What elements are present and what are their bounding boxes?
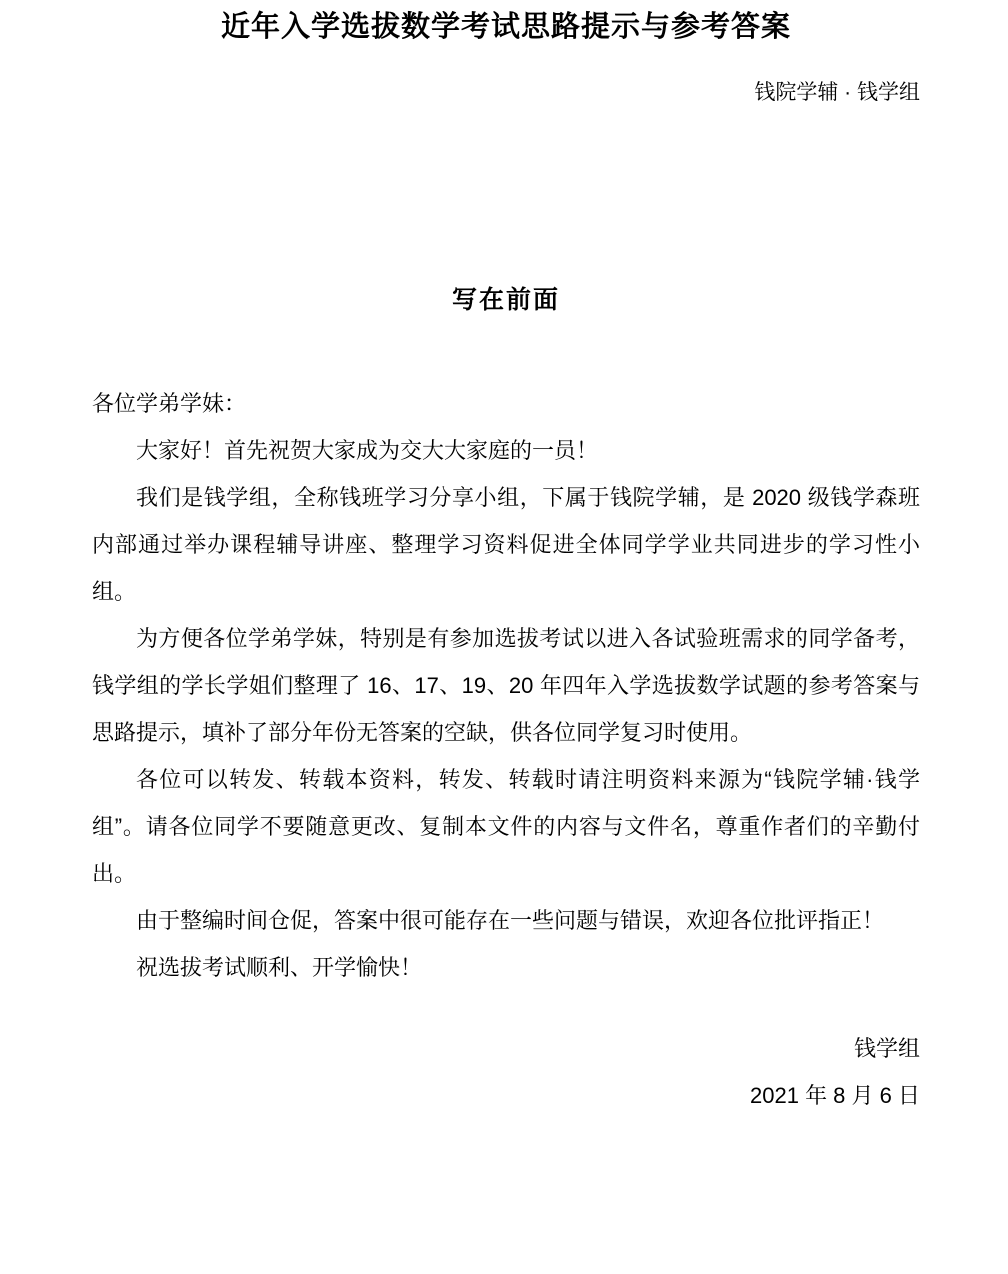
document-body <box>92 380 920 991</box>
paragraph-sharing-notice: 各位可以转发、转载本资料，转发、转载时请注明资料来源为“钱院学辅·钱学组”。请各位同学不要随意更改、复制本文件的内容与文件名，尊重作者们的辛勤付出。 <box>92 767 920 886</box>
section-heading: 写在前面 <box>451 286 560 314</box>
byline: 钱院学辅 · 钱学组 <box>754 81 920 104</box>
date: 2021 年 8 月 6 日 <box>750 1083 920 1108</box>
paragraph-purpose: 为方便各位学弟学妹，特别是有参加选拔考试以进入各试验班需求的同学备考，钱学组的学长学姐们整理了 16、17、19、20 年四年入学选拔数学试题的参考答案与思路提示，填补了部分年份无答案的空缺，供各位同学复习时使用。 <box>92 626 920 745</box>
paragraph-greeting: 大家好！首先祝贺大家成为交大大家庭的一员！ <box>136 438 599 463</box>
paragraph-wishes: 祝选拔考试顺利、开学愉快！ <box>136 955 423 980</box>
signature: 钱学组 <box>853 1036 920 1061</box>
paragraph-errata-notice: 由于整编时间仓促，答案中很可能存在一些问题与错误，欢迎各位批评指正！ <box>136 908 885 933</box>
paragraph-introduction: 我们是钱学组，全称钱班学习分享小组，下属于钱院学辅，是 2020 级钱学森班内部通过举办课程辅导讲座、整理学习资料促进全体同学学业共同进步的学习性小组。 <box>92 485 920 604</box>
signature-block <box>92 1025 920 1119</box>
page-title: 近年入学选拔数学考试思路提示与参考答案 <box>220 11 791 43</box>
salutation: 各位学弟学妹： <box>92 391 247 416</box>
